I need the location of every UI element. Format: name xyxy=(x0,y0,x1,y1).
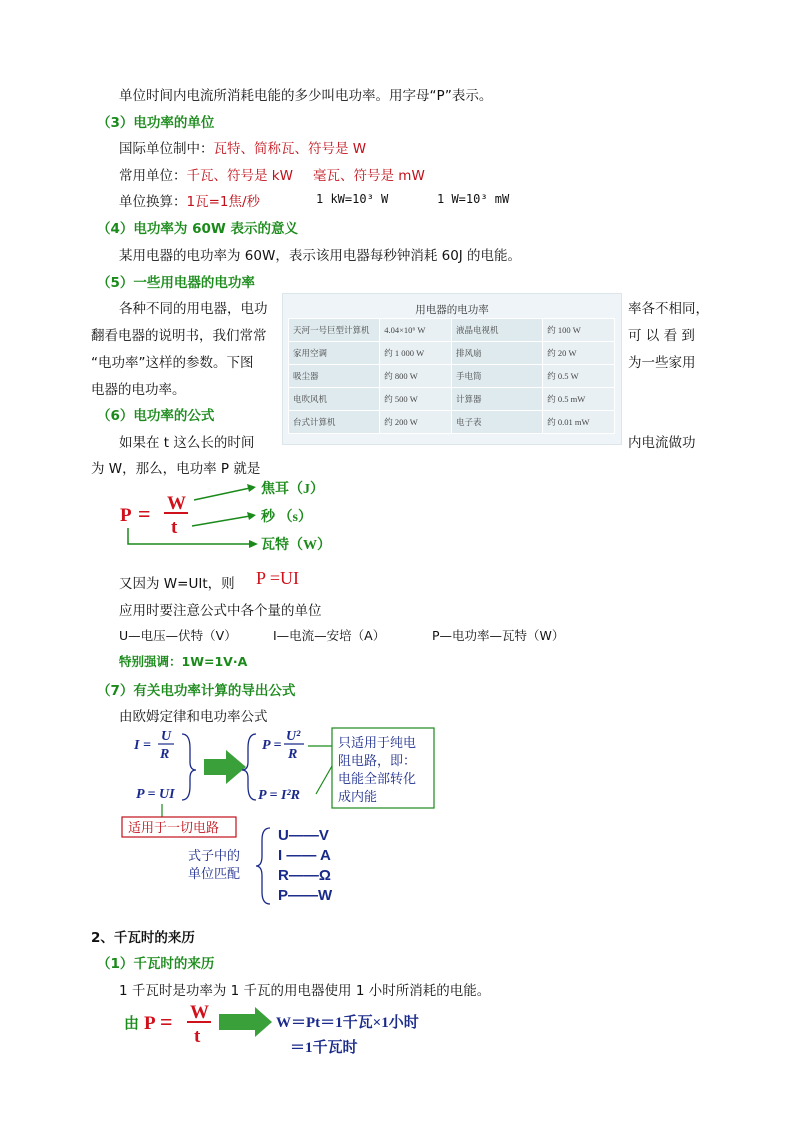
heading-kwh-origin: （1）千瓦时的来历 xyxy=(97,956,215,972)
intl-prefix: 国际单位制中： xyxy=(119,141,214,157)
table-row xyxy=(289,388,615,411)
table-cell: 约 20 W xyxy=(543,342,615,365)
common-mw: 毫瓦、符号是 mW xyxy=(313,168,425,184)
match-i: I —— A xyxy=(278,847,331,864)
table-cell: 排风扇 xyxy=(451,342,542,365)
table-cell: 计算器 xyxy=(451,388,542,411)
match-p: P——W xyxy=(278,887,333,904)
big-arrow-body xyxy=(204,759,226,775)
power-table xyxy=(288,318,615,434)
unit-p: P—电功率—瓦特（W） xyxy=(432,628,565,643)
heading-derived: （7）有关电功率计算的导出公式 xyxy=(97,683,296,699)
conv-3: 1 W=10³ mW xyxy=(437,192,510,206)
table-cell: 电子表 xyxy=(451,411,542,434)
match-r: R——Ω xyxy=(278,867,331,884)
brace-right xyxy=(182,734,196,800)
match-brace xyxy=(256,828,270,904)
also-line: 又因为 W=UIt，则 xyxy=(119,576,235,592)
power-table-title: 用电器的电功率 xyxy=(415,304,489,316)
appliances-text-l1: 各种不同的用电器，电功 xyxy=(119,301,268,317)
label-watt: 瓦特（W） xyxy=(261,538,331,553)
arrow-w-line xyxy=(194,488,250,500)
kwh-arrow-head xyxy=(255,1007,272,1037)
p-ui-formula: P =UI xyxy=(256,568,299,588)
intl-value: 瓦特、简称瓦、符号是 W xyxy=(213,141,367,157)
intro-text: 单位时间内电流所消耗电能的多少叫电功率。用字母“P”表示。 xyxy=(119,88,493,104)
formula-intro-l2: 为 W，那么，电功率 P 就是 xyxy=(91,461,261,477)
conv-1: 1瓦=1焦/秒 xyxy=(186,194,261,210)
callout-line-2: 阻电路，即： xyxy=(338,754,417,769)
formula-intro-l1-right: 内电流做功 xyxy=(628,435,696,451)
table-cell: 约 0.5 mW xyxy=(543,388,615,411)
appliances-text-l4: 电器的电功率。 xyxy=(91,382,186,398)
heading-appliances: （5）一些用电器的电功率 xyxy=(97,275,255,291)
table-cell: 天河一号巨型计算机 xyxy=(289,319,380,342)
table-cell: 约 500 W xyxy=(380,388,452,411)
table-cell: 约 200 W xyxy=(380,411,452,434)
kwh-you: 由 xyxy=(124,1014,140,1032)
conversion-line xyxy=(119,190,260,210)
formula-p: P xyxy=(120,505,132,526)
table-cell: 4.04×10⁶ W xyxy=(380,319,452,342)
formula-t: t xyxy=(171,517,178,538)
power-table-figure xyxy=(282,293,622,445)
common-prefix: 常用单位： xyxy=(119,168,187,184)
u2-num: U² xyxy=(286,729,301,744)
p-i2r: P = I²R xyxy=(258,788,300,803)
arrow-p-line xyxy=(128,528,252,544)
callout-line-4: 成内能 xyxy=(338,790,378,805)
kwh-result-1: W＝Pt＝1千瓦×1小时 xyxy=(276,1015,419,1031)
power-formula-diagram xyxy=(110,478,360,558)
formula-intro-l1: 如果在 t 这么长的时间 xyxy=(119,435,255,451)
table-cell: 约 0.5 W xyxy=(543,365,615,388)
conv-2: 1 kW=10³ W xyxy=(316,192,389,206)
table-cell: 家用空调 xyxy=(289,342,380,365)
heading-units: （3）电功率的单位 xyxy=(97,115,215,131)
table-row xyxy=(289,365,615,388)
kwh-result-2: ＝1千瓦时 xyxy=(290,1040,358,1056)
arrow-t-line xyxy=(192,516,250,526)
arrow-t-head xyxy=(247,512,256,520)
unit-u: U—电压—伏特（V） xyxy=(119,628,237,643)
emphasis: 特别强调：1W=1V·A xyxy=(119,654,248,669)
heading-formula: （6）电功率的公式 xyxy=(97,408,215,424)
common-kw: 千瓦、符号是 kW xyxy=(186,168,293,184)
match-label-1: 式子中的 xyxy=(188,849,241,864)
u-num: U xyxy=(161,729,172,744)
callout-line-3: 电能全部转化 xyxy=(338,772,417,787)
r-den: R xyxy=(160,747,170,762)
derived-formula-diagram xyxy=(112,722,442,910)
callout-pointer-2 xyxy=(316,766,332,794)
intl-units-line xyxy=(119,137,366,157)
kwh-t: t xyxy=(194,1026,201,1047)
heading-kwh: 2、千瓦时的来历 xyxy=(91,930,195,946)
match-label-2: 单位匹配 xyxy=(188,867,241,882)
kwh-definition: 1 千瓦时是功率为 1 千瓦的用电器使用 1 小时所消耗的电能。 xyxy=(119,983,491,999)
table-cell: 约 1 000 W xyxy=(380,342,452,365)
appliances-text-r1: 率各不相同， xyxy=(628,301,709,317)
table-row xyxy=(289,411,615,434)
p-ui: P = UI xyxy=(136,787,175,802)
arrow-p-head xyxy=(249,540,258,548)
callout-line-1: 只适用于纯电 xyxy=(338,736,417,751)
formula-eq: = xyxy=(138,501,151,526)
table-cell: 台式计算机 xyxy=(289,411,380,434)
kwh-p: P xyxy=(144,1013,156,1034)
table-cell: 约 0.01 mW xyxy=(543,411,615,434)
table-cell: 吸尘器 xyxy=(289,365,380,388)
table-cell: 手电筒 xyxy=(451,365,542,388)
appliances-text-r3: 为一些家用 xyxy=(628,355,696,371)
appliances-text-r2: 可 以 看 到 xyxy=(628,328,695,344)
kwh-eq: = xyxy=(160,1009,173,1034)
label-second: 秒 （s） xyxy=(261,510,312,525)
table-row xyxy=(289,319,615,342)
i-eq: I = xyxy=(134,738,151,753)
table-cell: 液晶电视机 xyxy=(451,319,542,342)
big-arrow-head xyxy=(226,750,246,784)
heading-60w: （4）电功率为 60W 表示的意义 xyxy=(97,221,298,237)
table-cell: 电吹风机 xyxy=(289,388,380,411)
derived-intro: 由欧姆定律和电功率公式 xyxy=(119,709,268,725)
table-row xyxy=(289,342,615,365)
general-label: 适用于一切电路 xyxy=(128,821,220,836)
kwh-w: W xyxy=(190,1002,209,1023)
p-eq: P = xyxy=(262,738,282,753)
table-cell: 约 800 W xyxy=(380,365,452,388)
conv-prefix: 单位换算： xyxy=(119,194,187,210)
kwh-arrow-body xyxy=(219,1014,255,1030)
label-joule: 焦耳（J） xyxy=(261,482,324,497)
kwh-derivation-diagram xyxy=(118,996,458,1060)
table-cell: 约 100 W xyxy=(543,319,615,342)
match-u: U——V xyxy=(278,827,329,844)
r-den-2: R xyxy=(288,747,298,762)
units-note: 应用时要注意公式中各个量的单位 xyxy=(119,603,322,619)
arrow-w-head xyxy=(247,484,256,492)
appliances-text-l3: “电功率”这样的参数。下图 xyxy=(91,355,254,371)
unit-i: I—电流—安培（A） xyxy=(273,628,386,643)
60w-meaning: 某用电器的电功率为 60W，表示该用电器每秒钟消耗 60J 的电能。 xyxy=(119,248,522,264)
appliances-text-l2: 翻看电器的说明书，我们常常 xyxy=(91,328,267,344)
common-units-line xyxy=(119,164,293,184)
formula-w: W xyxy=(167,493,186,514)
